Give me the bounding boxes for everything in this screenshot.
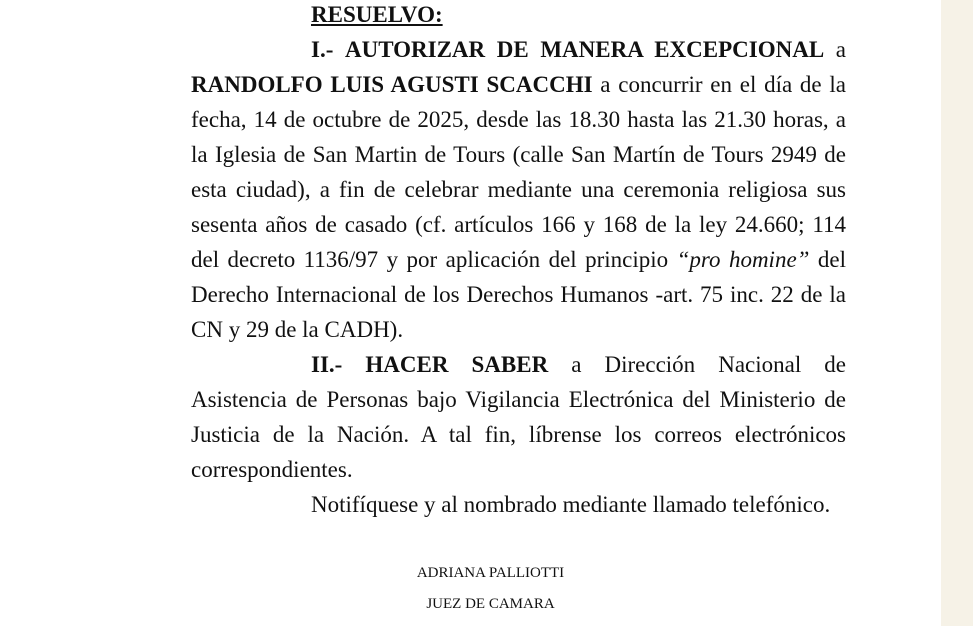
section-1-number: I.- xyxy=(311,37,334,62)
section-2-line-4: correspondientes. xyxy=(191,457,353,482)
resolution-heading: RESUELVO: xyxy=(311,2,443,27)
section-1-line-8: Derecho Internacional de los Derechos Humanos -art. 75 inc. 22 de la xyxy=(191,282,846,307)
section-1-line-6: sesenta años de casado (cf. artículos 166 y 168 de la ley 24.660; 114 xyxy=(191,212,846,237)
section-1-line-4: la Iglesia de San Martin de Tours (calle San Martín de Tours 2949 de xyxy=(191,142,846,167)
section-2-line-1: II.- HACER SABER a Dirección Nacional de xyxy=(311,352,847,377)
section-1-line-9: CN y 29 de la CADH). xyxy=(191,317,404,342)
section-2-line-3: Justicia de la Nación. A tal fin, líbrense los correos electrónicos xyxy=(191,422,846,447)
page-margin-strip xyxy=(941,0,973,626)
section-2-line-2: Asistencia de Personas bajo Vigilancia Electrónica del Ministerio de xyxy=(191,387,846,412)
section-2-action: HACER SABER xyxy=(365,352,549,377)
closing-notice: Notifíquese y al nombrado mediante llamado telefónico. xyxy=(311,492,831,517)
section-1-line-1 xyxy=(311,33,846,67)
section-1-line-3: fecha, 14 de octubre de 2025, desde las 18.30 hasta las 21.30 horas, a xyxy=(191,107,846,132)
signature-title: JUEZ DE CAMARA xyxy=(426,596,555,612)
section-1-line-2: RANDOLFO LUIS AGUSTI SCACCHI a concurrir en el día de la xyxy=(191,72,846,97)
section-1-line-5: esta ciudad), a fin de celebrar mediante una ceremonia religiosa sus xyxy=(191,177,846,202)
pro-homine-term: “pro homine” xyxy=(676,247,810,272)
section-1-connector: a xyxy=(835,37,846,62)
signature-name: ADRIANA PALLIOTTI xyxy=(416,565,565,581)
section-2-number: II.- xyxy=(311,352,343,377)
section-1-action: AUTORIZAR DE MANERA EXCEPCIONAL xyxy=(345,37,825,62)
section-1-line-7: del decreto 1136/97 y por aplicación del principio “pro homine” del xyxy=(191,247,846,272)
person-name: RANDOLFO LUIS AGUSTI SCACCHI xyxy=(191,72,593,97)
